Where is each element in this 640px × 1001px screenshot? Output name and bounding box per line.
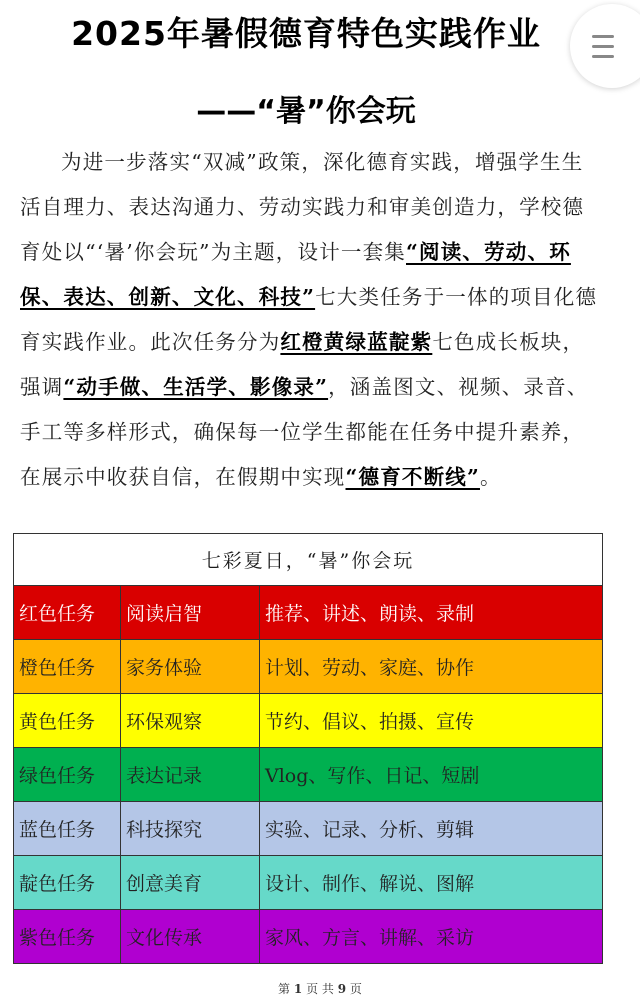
task-theme: 家务体验 [121, 640, 260, 694]
table-row [14, 694, 603, 748]
page-subtitle: ——“暑”你会玩 [196, 94, 416, 129]
table-row [14, 802, 603, 856]
task-content: Vlog、写作、日记、短剧 [260, 748, 603, 802]
table-header: 七彩夏日，“暑”你会玩 [14, 534, 603, 586]
footer-suffix: 页 [349, 982, 362, 996]
task-content: 家风、方言、讲解、采访 [260, 910, 603, 964]
page-footer [0, 980, 640, 997]
task-theme: 创意美育 [121, 856, 260, 910]
task-name: 紫色任务 [14, 910, 121, 964]
intro-highlight: 红橙黄绿蓝靛紫 [280, 330, 433, 354]
intro-text: 。 [479, 465, 502, 489]
intro-paragraph [20, 140, 604, 500]
footer-prefix: 第 [278, 982, 291, 996]
table-row [14, 640, 603, 694]
intro-highlight: “阅读、劳动、环保、表达、创新、文化、科技” [20, 240, 571, 309]
task-name: 蓝色任务 [14, 802, 121, 856]
task-theme: 阅读启智 [121, 586, 260, 640]
intro-highlight: “动手做、生活学、影像录” [63, 375, 329, 399]
table-row [14, 856, 603, 910]
task-content: 节约、倡议、拍摄、宣传 [260, 694, 603, 748]
task-content: 设计、制作、解说、图解 [260, 856, 603, 910]
intro-text: 七大类任务于一体的项目化德育实践作业。此次任务分为 [20, 285, 598, 354]
task-name: 橙色任务 [14, 640, 121, 694]
table-row [14, 748, 603, 802]
intro-text: 七色成长板块，强调 [20, 330, 585, 399]
intro-text: 为进一步落实“双减”政策，深化德育实践，增强学生生活自理力、表达沟通力、劳动实践力和审美创造力，学校德育处以“‘暑’你会玩”为主题，设计一套集 [20, 150, 585, 264]
task-name: 黄色任务 [14, 694, 121, 748]
task-theme: 表达记录 [121, 748, 260, 802]
task-content: 推荐、讲述、朗读、录制 [260, 586, 603, 640]
task-name: 红色任务 [14, 586, 121, 640]
table-body [14, 586, 603, 964]
table-header-row [14, 534, 603, 586]
task-theme: 环保观察 [121, 694, 260, 748]
current-page-number: 1 [293, 982, 303, 996]
task-table [13, 533, 603, 964]
task-content: 实验、记录、分析、剪辑 [260, 802, 603, 856]
intro-highlight: “德育不断线” [345, 465, 480, 489]
task-name: 绿色任务 [14, 748, 121, 802]
task-name: 靛色任务 [14, 856, 121, 910]
task-theme: 科技探究 [121, 802, 260, 856]
table-row [14, 586, 603, 640]
table-row [14, 910, 603, 964]
task-content: 计划、劳动、家庭、协作 [260, 640, 603, 694]
total-page-number: 9 [337, 982, 347, 996]
footer-middle: 页 共 [306, 982, 334, 996]
task-theme: 文化传承 [121, 910, 260, 964]
intro-text: ，涵盖图文、视频、录音、手工等多样形式，确保每一位学生都能在任务中提升素养，在展示中收获自信，在假期中实现 [20, 375, 589, 489]
page-title: 2025年暑假德育特色实践作业 [71, 14, 541, 53]
